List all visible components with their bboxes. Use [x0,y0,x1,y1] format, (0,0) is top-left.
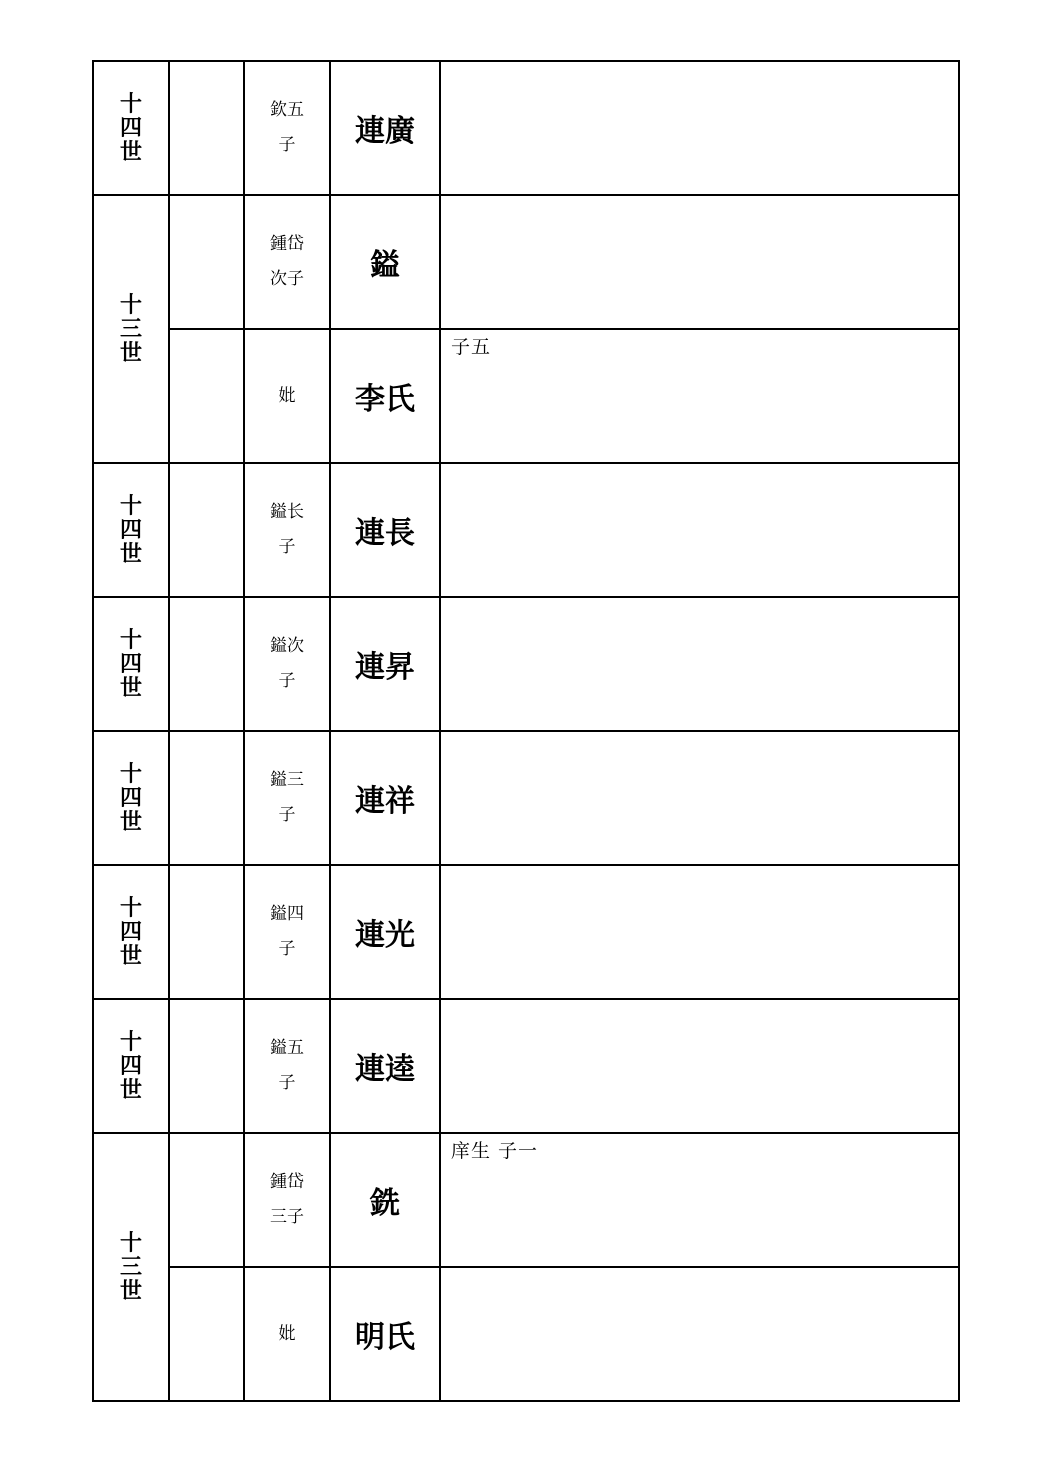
blank-cell [169,865,244,999]
generation-char: 十 [119,292,142,318]
name-cell: 連祥 [330,731,440,865]
name-cell: 連昇 [330,597,440,731]
relation-cell [244,195,330,329]
relation-text: 鎰四子 [270,904,304,959]
notes-cell [440,597,959,731]
notes-cell [440,999,959,1133]
table-row [93,865,959,999]
generation-char: 十 [119,1230,142,1256]
notes-cell [440,1267,959,1401]
relation-text: 鎰长子 [270,502,304,557]
generation-char: 世 [119,809,142,835]
generation-char: 十 [119,493,142,519]
table-row [93,597,959,731]
blank-cell [169,329,244,463]
notes-cell: 子五 [440,329,959,463]
relation-cell [244,865,330,999]
relation-cell [244,597,330,731]
generation-char: 四 [119,115,142,141]
generation-char: 四 [119,1053,142,1079]
generation-char: 世 [119,1278,142,1304]
generation-char: 十 [119,895,142,921]
generation-char: 十 [119,1029,142,1055]
notes-cell: 庠生 子一 [440,1133,959,1267]
table-row [93,1133,959,1267]
table-row [93,195,959,329]
relation-text: 鎰三子 [270,770,304,825]
table-row [93,1267,959,1401]
notes-cell [440,195,959,329]
generation-char: 世 [119,675,142,701]
relation-text: 鍾岱次子 [270,234,304,289]
generation-char: 三 [119,1254,142,1280]
generation-cell [93,597,169,731]
generation-cell [93,1133,169,1401]
generation-char: 三 [119,316,142,342]
relation-cell [244,731,330,865]
relation-text: 鎰五子 [270,1038,304,1093]
genealogy-table [92,60,960,1402]
relation-text: 鍾岱三子 [270,1172,304,1227]
relation-cell [244,463,330,597]
blank-cell [169,195,244,329]
notes-cell [440,463,959,597]
generation-char: 四 [119,517,142,543]
generation-cell [93,463,169,597]
generation-char: 世 [119,340,142,366]
notes-cell [440,865,959,999]
generation-char: 十 [119,761,142,787]
name-cell: 連光 [330,865,440,999]
generation-cell [93,865,169,999]
name-cell: 銑 [330,1133,440,1267]
generation-cell [93,731,169,865]
relation-cell [244,1267,330,1401]
blank-cell [169,1267,244,1401]
generation-char: 十 [119,91,142,117]
name-cell: 明氏 [330,1267,440,1401]
table-row [93,731,959,865]
name-cell: 李氏 [330,329,440,463]
name-cell: 連長 [330,463,440,597]
generation-cell [93,195,169,463]
notes-cell [440,61,959,195]
name-cell: 連廣 [330,61,440,195]
generation-char: 四 [119,785,142,811]
generation-char: 世 [119,541,142,567]
relation-cell [244,329,330,463]
blank-cell [169,61,244,195]
relation-cell [244,999,330,1133]
relation-text: 欽五子 [270,100,304,155]
blank-cell [169,999,244,1133]
generation-char: 四 [119,919,142,945]
generation-char: 世 [119,1077,142,1103]
generation-char: 世 [119,943,142,969]
table-row [93,61,959,195]
table-row [93,329,959,463]
relation-text: 妣 [278,385,296,406]
blank-cell [169,731,244,865]
relation-cell [244,1133,330,1267]
relation-text: 妣 [278,1323,296,1344]
relation-cell [244,61,330,195]
name-cell: 連逵 [330,999,440,1133]
table-row [93,999,959,1133]
generation-cell [93,999,169,1133]
generation-char: 十 [119,627,142,653]
generation-cell [93,61,169,195]
generation-char: 世 [119,139,142,165]
name-cell: 鎰 [330,195,440,329]
blank-cell [169,463,244,597]
blank-cell [169,597,244,731]
relation-text: 鎰次子 [270,636,304,691]
generation-char: 四 [119,651,142,677]
notes-cell [440,731,959,865]
table-row [93,463,959,597]
blank-cell [169,1133,244,1267]
